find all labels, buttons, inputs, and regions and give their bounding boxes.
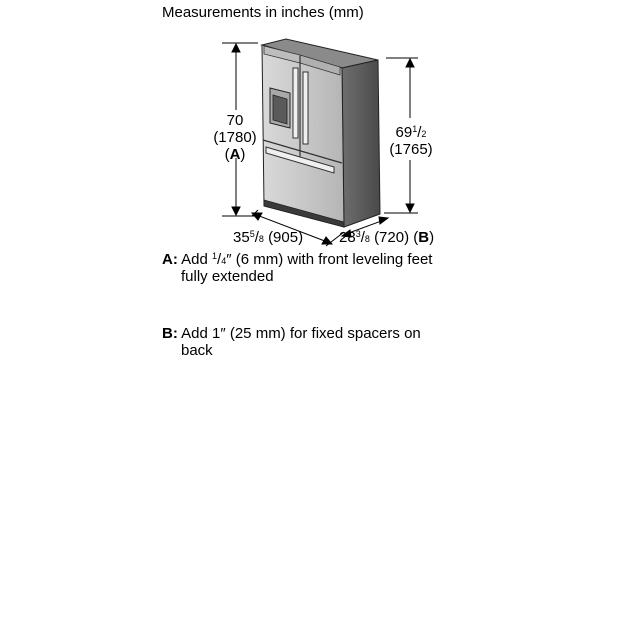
door-handle-right [303, 72, 308, 144]
height-right-inches: $69^1/2$ [395, 124, 427, 141]
note-a: A: Add $^1$/4″ (6 mm) with front leveling feet fully extended [162, 251, 433, 285]
depth-dimension: $28^3/8$ (720) (B) [339, 229, 435, 246]
height-left-inches: 70 [226, 112, 244, 129]
note-b-line2: back [181, 342, 213, 359]
note-a-line2: fully extended [181, 268, 274, 285]
height-right-mm: (1765) [389, 141, 433, 158]
diagram-title: Measurements in inches (mm) [162, 4, 364, 21]
door-handle-left [293, 68, 298, 138]
height-left-dimension [205, 112, 265, 163]
height-left-mm: (1780) [213, 129, 257, 146]
height-left-label: (A) [224, 146, 246, 163]
height-right-dimension [382, 124, 440, 158]
refrigerator-illustration [262, 39, 380, 227]
width-dimension: $35^5/8$ (905) [233, 229, 304, 246]
refrigerator-side-panel [342, 60, 380, 227]
note-b: B: Add 1″ (25 mm) for fixed spacers on back [162, 325, 421, 359]
